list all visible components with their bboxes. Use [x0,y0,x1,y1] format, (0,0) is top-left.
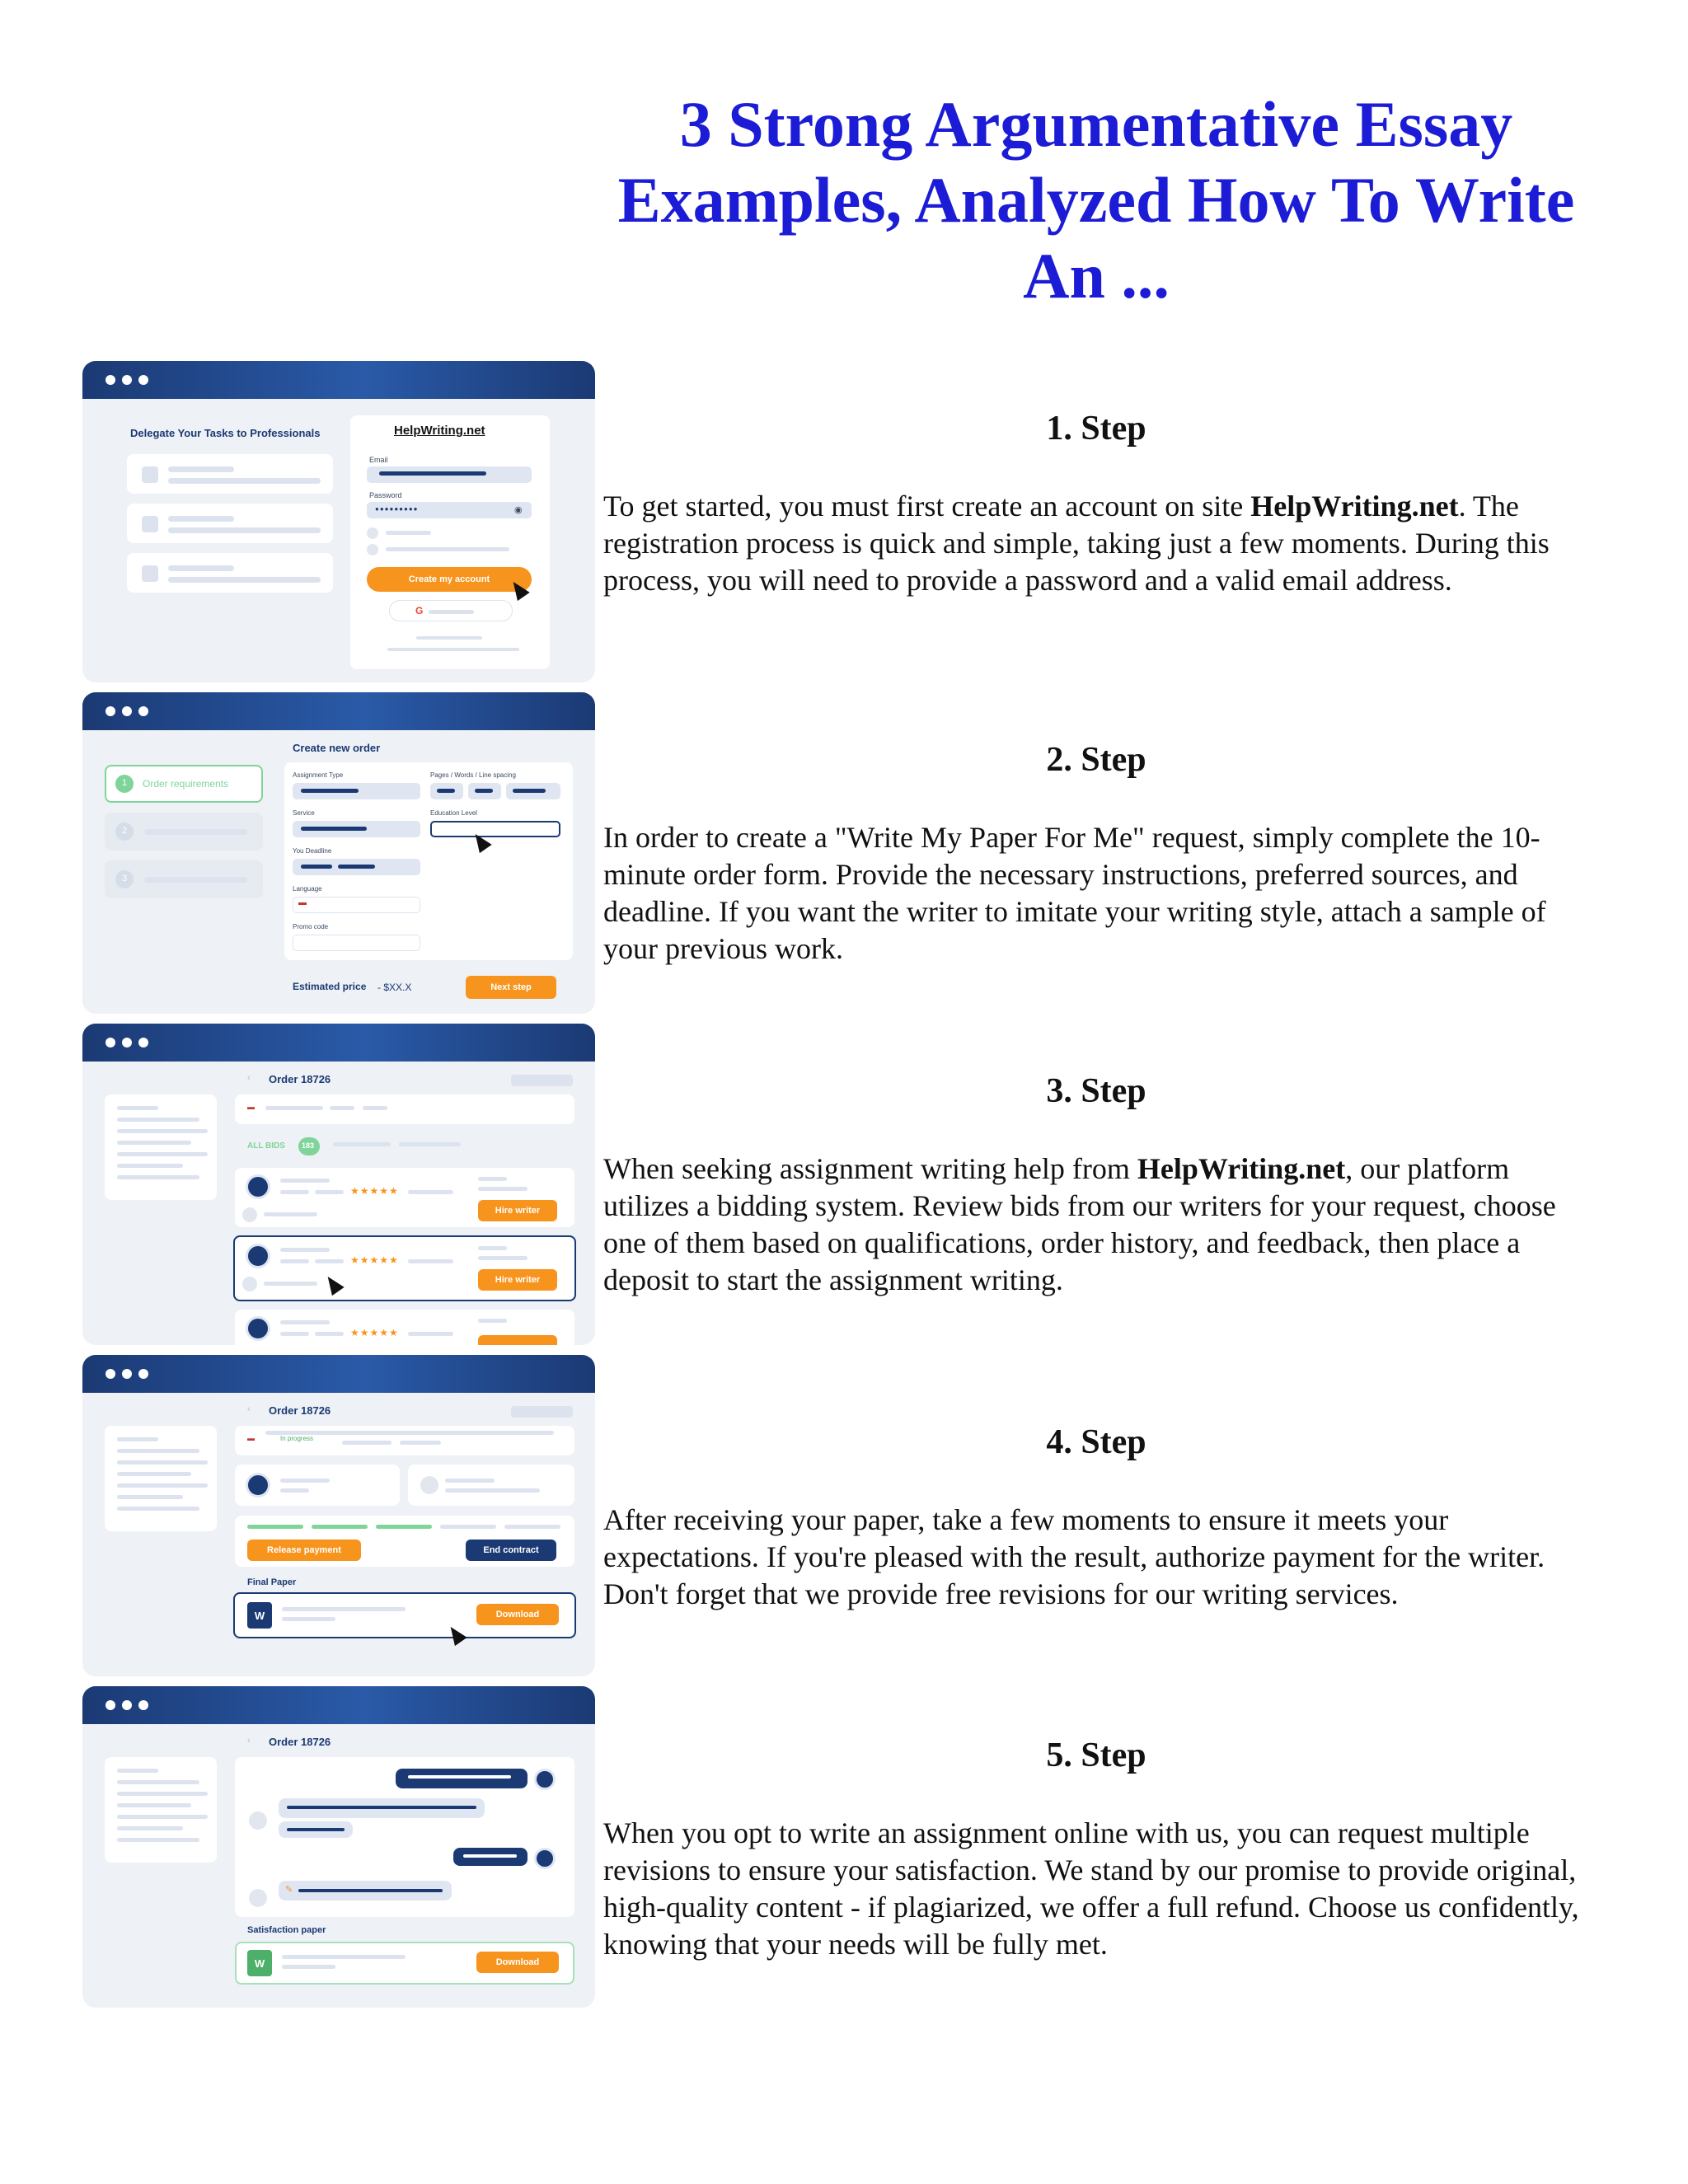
status-badge: In progress [280,1435,314,1442]
progress-segment [376,1525,432,1529]
flag-icon: ▬ [247,1434,255,1442]
placeholder-line [478,1256,528,1260]
placeholder-line [117,1780,199,1784]
placeholder-line [399,1142,461,1146]
sidebar [105,1757,217,1863]
window-dot-icon [122,1038,132,1047]
placeholder-line [282,1955,406,1959]
rating-stars: ★★★★★ [350,1327,399,1338]
window-dot-icon [106,1038,115,1047]
final-paper-label: Final Paper [247,1577,297,1587]
placeholder-line [437,789,455,793]
back-icon[interactable]: ‹ [247,1073,251,1083]
us-flag-icon: ▬ [298,898,307,907]
placeholder-line [117,1815,208,1819]
placeholder-line [117,1141,191,1145]
placeholder-line [338,865,375,869]
payment-screenshot [82,1355,595,1676]
writer-avatar [246,1174,270,1199]
window-dot-icon [106,375,115,385]
user-avatar [534,1848,556,1869]
window-titlebar [82,1355,595,1393]
step-2-text: In order to create a "Write My Paper For Me" request, simply complete the 10-minute order form. Provide the necessary instructions, preferred sources, and deadline. If you want the writer to imitate your writing style, attach a sample of your previous work. [603,821,1546,965]
step-1-text-part: . The registration process is quick and simple, taking just a few moments. During this process, you will need to provide a password and a valid email address. [603,490,1550,597]
signup-screenshot [82,361,595,682]
window-dot-icon [122,706,132,716]
step-3-heading: 3. Step [1046,1072,1146,1110]
placeholder-line [301,827,367,831]
window-dot-icon [138,706,148,716]
placeholder-line [117,1769,158,1773]
placeholder-line [330,1106,354,1110]
window-dot-icon [122,1700,132,1710]
step-number: 1 [122,778,128,788]
create-account-button[interactable]: Create my account [367,567,532,592]
placeholder-line [117,1507,199,1511]
estimated-price-label: Estimated price [293,981,367,992]
placeholder-line [511,1075,573,1086]
window-titlebar [82,361,595,399]
placeholder-line [513,789,546,793]
next-step-button[interactable]: Next step [466,976,556,999]
download-button[interactable]: Download [476,1604,559,1625]
placeholder-line [463,1854,517,1858]
language-label: Language [293,885,322,893]
placeholder-line [298,1889,443,1892]
writer-avatar [246,1473,270,1497]
window-titlebar [82,692,595,730]
email-label: Email [369,456,388,464]
order-number: Order 18726 [269,1073,331,1085]
hire-writer-button[interactable]: Hire writer [478,1200,557,1221]
placeholder-line [117,1803,191,1807]
placeholder-line [315,1259,344,1263]
support-avatar [420,1476,438,1494]
step-nav-label: Order requirements [143,778,229,790]
window-dot-icon [138,375,148,385]
small-avatar [242,1277,257,1291]
brand-logo[interactable]: HelpWriting.net [394,424,485,438]
revisions-screenshot [82,1686,595,2008]
placeholder-line [280,1332,309,1336]
user-avatar [534,1769,556,1790]
writer-avatar [246,1244,270,1268]
placeholder-line [142,466,158,483]
step-5-text: When you opt to write an assignment online with us, you can request multiple revisions to ensure your satisfaction. We stand by our promise to provide original, high-quality content - if plagiarized, we offer a full refund. Choose us confidently, knowing that your needs will be fully met. [603,1816,1579,1961]
placeholder-line [315,1332,344,1336]
placeholder-line [168,478,321,484]
placeholder-line [511,1406,573,1418]
order-form-heading: Create new order [293,742,381,754]
sidebar [105,1426,217,1531]
placeholder-line [168,466,234,472]
password-label: Password [369,491,402,499]
bids-count: 183 [302,1141,315,1150]
bids-screenshot [82,1024,595,1345]
placeholder-line [117,1826,183,1830]
password-mask: ●●●●●●●●● [375,505,419,513]
google-icon: G [415,605,424,616]
checkbox-icon[interactable] [367,544,378,555]
pages-label: Pages / Words / Line spacing [430,771,516,779]
placeholder-line [117,1175,199,1179]
window-dot-icon [122,1369,132,1379]
step-4-text: After receiving your paper, take a few moments to ensure it meets your expectations. If you're pleased with the result, authorize payment for the writer. Don't forget that we provide free revisions for our writing services. [603,1503,1545,1610]
hire-writer-button-partial[interactable] [478,1335,557,1345]
placeholder-line [168,577,321,583]
writer-avatar [249,1811,267,1830]
education-label: Education Level [430,809,477,817]
step-1-heading: 1. Step [1046,410,1146,448]
writer-avatar [246,1316,270,1341]
placeholder-line [301,789,359,793]
step-1-text-part: To get started, you must first create an account on site [603,490,1251,523]
signup-form [350,415,550,669]
placeholder-line [478,1187,528,1191]
placeholder-line [416,636,482,640]
placeholder-line [400,1441,441,1445]
step-number: 3 [122,874,128,883]
checkbox-icon[interactable] [367,527,378,539]
step-3-text-part: , our platform utilizes a bidding system. Review bids from our writers for your request, choose one of them based on qualifications, order history, and feedback, then place a deposit to start the assignment writing. [603,1152,1556,1296]
step-1-text [603,488,1597,599]
placeholder-line [445,1479,495,1483]
progress-segment [440,1525,496,1529]
placeholder-line [429,610,474,614]
placeholder-line [117,1106,158,1110]
placeholder-line [117,1460,208,1465]
placeholder-line [387,648,519,651]
rating-stars: ★★★★★ [350,1185,399,1197]
placeholder-line [264,1212,317,1216]
progress-segment [247,1525,303,1529]
placeholder-line [379,471,486,476]
placeholder-line [168,565,234,571]
window-dot-icon [106,1369,115,1379]
placeholder-line [363,1106,387,1110]
window-titlebar [82,1686,595,1724]
attachment-icon: ✎ [285,1885,293,1895]
brand-name: HelpWriting.net [1137,1152,1346,1185]
placeholder-line [287,1806,476,1809]
back-icon[interactable]: ‹ [247,1404,251,1414]
placeholder-line [117,1118,199,1122]
flag-icon: ▬ [247,1103,255,1111]
step-number: 2 [122,826,128,836]
placeholder-line [408,1332,453,1336]
placeholder-line [280,1479,330,1483]
estimated-price-value: - $XX.X [377,982,412,993]
document-file-icon: W [247,1602,272,1629]
document-file-icon: W [247,1950,272,1976]
download-button[interactable]: Download [476,1952,559,1973]
delegate-heading: Delegate Your Tasks to Professionals [130,427,321,439]
placeholder-line [280,1488,309,1493]
placeholder-line [144,829,247,835]
placeholder-line [264,1282,317,1286]
placeholder-line [342,1441,392,1445]
placeholder-line [301,865,332,869]
progress-segment [312,1525,368,1529]
placeholder-line [280,1179,330,1183]
placeholder-line [282,1617,335,1621]
window-dot-icon [122,375,132,385]
order-number: Order 18726 [269,1736,331,1748]
window-dot-icon [106,1700,115,1710]
promo-code-input[interactable] [293,935,420,951]
placeholder-line [142,565,158,582]
satisfaction-paper-label: Satisfaction paper [247,1925,326,1935]
placeholder-line [280,1190,309,1194]
placeholder-line [315,1190,344,1194]
placeholder-line [386,547,509,551]
placeholder-line [280,1259,309,1263]
placeholder-line [144,877,247,883]
window-titlebar [82,1024,595,1062]
placeholder-line [408,1190,453,1194]
eye-icon[interactable]: ◉ [514,505,523,515]
writer-avatar [249,1889,267,1907]
education-select[interactable] [430,821,560,837]
placeholder-line [386,531,431,535]
placeholder-line [117,1483,208,1488]
placeholder-line [117,1164,183,1168]
window-dot-icon [138,1700,148,1710]
all-bids-label: ALL BIDS [247,1141,285,1151]
chat-bubble-outgoing [396,1769,528,1788]
step-5-heading: 5. Step [1046,1736,1146,1774]
window-dot-icon [138,1369,148,1379]
placeholder-line [117,1129,208,1133]
small-avatar [242,1207,257,1222]
placeholder-line [117,1792,208,1796]
service-label: Service [293,809,315,817]
placeholder-line [117,1449,199,1453]
placeholder-line [282,1607,406,1611]
placeholder-line [117,1472,191,1476]
brand-name: HelpWriting.net [1250,490,1459,523]
window-dot-icon [106,706,115,716]
step-4-heading: 4. Step [1046,1423,1146,1461]
page-title: 3 Strong Argumentative Essay Examples, Analyzed How To Write An ... [617,88,1575,312]
window-dot-icon [138,1038,148,1047]
placeholder-line [265,1106,323,1110]
order-number: Order 18726 [269,1404,331,1417]
placeholder-line [445,1488,540,1493]
assignment-type-label: Assignment Type [293,771,344,779]
progress-segment [504,1525,560,1529]
placeholder-line [478,1177,507,1181]
order-form-screenshot [82,692,595,1014]
step-3-text [603,1151,1597,1299]
rating-stars: ★★★★★ [350,1254,399,1266]
selection-outline [233,1235,576,1301]
placeholder-line [280,1248,330,1252]
placeholder-line [408,1259,453,1263]
promo-label: Promo code [293,923,329,930]
placeholder-line [117,1838,199,1842]
placeholder-line [282,1965,335,1969]
step-2-heading: 2. Step [1046,741,1146,779]
placeholder-line [265,1431,554,1435]
placeholder-line [287,1828,345,1831]
deadline-label: You Deadline [293,847,332,855]
step-3-text-part: When seeking assignment writing help from [603,1152,1137,1185]
sidebar [105,1094,217,1200]
end-contract-button[interactable]: End contract [466,1540,556,1561]
placeholder-line [168,527,321,533]
placeholder-line [142,516,158,532]
placeholder-line [280,1320,330,1324]
placeholder-line [478,1246,507,1250]
language-select[interactable] [293,897,420,913]
placeholder-line [408,1775,511,1779]
hire-writer-button[interactable]: Hire writer [478,1269,557,1291]
placeholder-line [168,516,234,522]
release-payment-button[interactable]: Release payment [247,1540,361,1561]
back-icon[interactable]: ‹ [247,1736,251,1746]
placeholder-line [117,1437,158,1441]
placeholder-line [117,1152,208,1156]
placeholder-line [333,1142,391,1146]
placeholder-line [478,1319,507,1323]
placeholder-line [475,789,493,793]
placeholder-line [117,1495,183,1499]
